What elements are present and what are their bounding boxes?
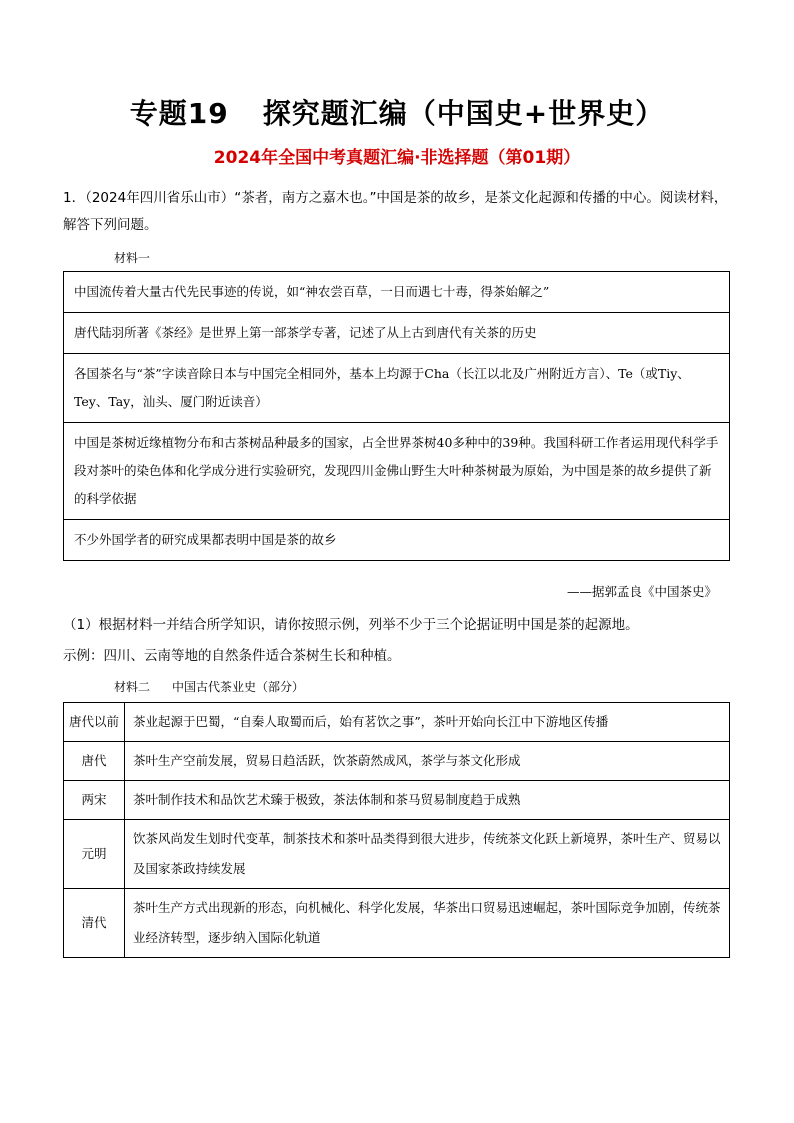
table-row bbox=[64, 313, 730, 354]
table-row bbox=[64, 423, 730, 520]
question-intro: 1．（2024年四川省乐山市）“茶者，南方之嘉木也。”中国是茶的故乡，是茶文化起源和传播的中心。阅读材料，解答下列问题。 bbox=[63, 190, 728, 233]
period-cell: 唐代 bbox=[64, 742, 125, 781]
sub-question-1-example: 示例：四川、云南等地的自然条件适合茶树生长和种植。 bbox=[63, 648, 401, 664]
material-one-cell: 不少外国学者的研究成果都表明中国是茶的故乡 bbox=[64, 520, 730, 561]
material-two-caption-title: 中国古代茶业史（部分） bbox=[172, 680, 305, 694]
table-row bbox=[64, 354, 730, 423]
page-subtitle: 2024年全国中考真题汇编·非选择题（第01期） bbox=[213, 148, 581, 168]
material-one-source: ——据郭孟良《中国茶史》 bbox=[566, 584, 717, 599]
description-cell: 茶叶生产方式出现新的形态，向机械化、科学化发展，华茶出口贸易迅速崛起，茶叶国际竞争加剧，传统茶业经济转型，逐步纳入国际化轨道 bbox=[125, 889, 730, 958]
description-cell: 茶叶制作技术和品饮艺术臻于极致，茶法体制和茶马贸易制度趋于成熟 bbox=[125, 781, 730, 820]
page-title bbox=[0, 94, 794, 134]
table-row bbox=[64, 820, 730, 889]
period-cell: 两宋 bbox=[64, 781, 125, 820]
description-cell: 茶叶生产空前发展，贸易日趋活跃，饮茶蔚然成风，茶学与茶文化形成 bbox=[125, 742, 730, 781]
table-row bbox=[64, 889, 730, 958]
page-title-topic-name: 探究题汇编（中国史+世界史） bbox=[262, 97, 665, 130]
page-title-topic-number: 专题19 bbox=[129, 97, 229, 130]
period-cell: 唐代以前 bbox=[64, 703, 125, 742]
material-one-cell: 中国流传着大量古代先民事迹的传说，如“神农尝百草，一日而遇七十毒，得茶始解之” bbox=[64, 272, 730, 313]
material-one-table bbox=[63, 271, 730, 561]
material-one-cell: 中国是茶树近缘植物分布和古茶树品种最多的国家，占全世界茶树40多种中的39种。我国科研工作者运用现代科学手段对茶叶的染色体和化学成分进行实验研究，发现四川金佛山野生大叶种茶树最为原始，为中国是茶的故乡提供了新的科学依据 bbox=[64, 423, 730, 520]
material-one-cell: 唐代陆羽所著《茶经》是世界上第一部茶学专著，记述了从上古到唐代有关茶的历史 bbox=[64, 313, 730, 354]
period-cell: 元明 bbox=[64, 820, 125, 889]
material-two-table bbox=[63, 702, 730, 958]
table-row bbox=[64, 272, 730, 313]
sub-question-1: （1）根据材料一并结合所学知识，请你按照示例，列举不少于三个论据证明中国是茶的起源地。 bbox=[63, 617, 639, 633]
material-one-cell: 各国茶名与“茶”字读音除日本与中国完全相同外，基本上均源于Cha（长江以北及广州附近方言）、Te（或Tiy、Tey、Tay，汕头、厦门附近读音） bbox=[64, 354, 730, 423]
description-cell: 饮茶风尚发生划时代变革，制茶技术和茶叶品类得到很大进步，传统茶文化跃上新境界，茶叶生产、贸易以及国家茶政持续发展 bbox=[125, 820, 730, 889]
material-two-caption-label: 材料二 bbox=[114, 680, 151, 694]
material-one-caption: 材料一 bbox=[114, 251, 151, 265]
table-row bbox=[64, 742, 730, 781]
table-row bbox=[64, 520, 730, 561]
description-cell: 茶业起源于巴蜀，“自秦人取蜀而后，始有茗饮之事”，茶叶开始向长江中下游地区传播 bbox=[125, 703, 730, 742]
period-cell: 清代 bbox=[64, 889, 125, 958]
material-two-caption bbox=[114, 677, 304, 697]
table-row bbox=[64, 781, 730, 820]
table-row bbox=[64, 703, 730, 742]
